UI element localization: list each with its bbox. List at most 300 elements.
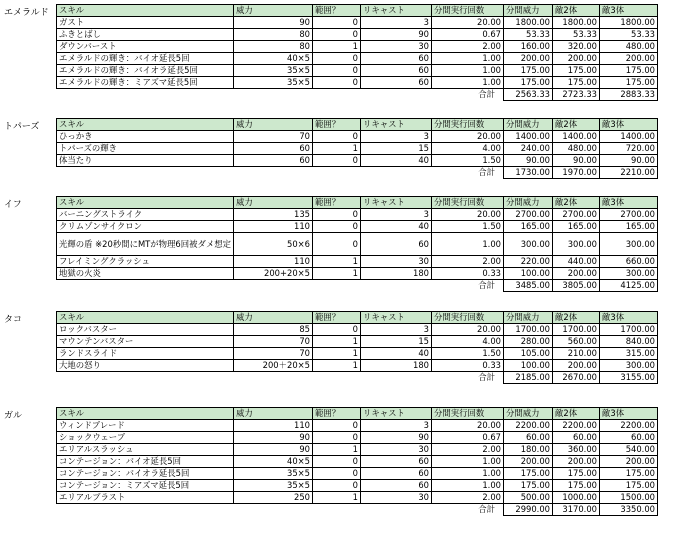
empty-cell [361,280,432,292]
two-enemies-cell: 320.00 [553,41,600,53]
column-header: 威力 [234,119,313,131]
total-label: 合計 [478,89,495,100]
empty-cell [234,89,313,101]
empty-cell [57,372,234,384]
three-enemies-cell: 660.00 [600,256,658,268]
table-row [57,348,658,360]
uses-per-minute-cell: 1.00 [432,468,504,480]
power-cell: 110 [234,221,313,233]
section-title: イフ [4,200,22,210]
power-cell: 35×5 [234,468,313,480]
damage-per-minute-cell: 60.00 [504,432,553,444]
three-enemies-cell: 175.00 [600,468,658,480]
table-row [57,77,658,89]
recast-cell: 40 [361,221,432,233]
power-cell: 85 [234,324,313,336]
damage-per-minute-cell: 100.00 [504,360,553,372]
skill-name-cell: ひっかき [57,131,234,143]
recast-cell: 60 [361,456,432,468]
three-enemies-cell: 1500.00 [600,492,658,504]
column-header: 威力 [234,197,313,209]
skill-name-cell: ランドスライド [57,348,234,360]
uses-per-minute-cell: 1.00 [432,456,504,468]
skill-name-cell: エリアルブラスト [57,492,234,504]
two-enemies-cell: 175.00 [553,468,600,480]
range-cell: 1 [313,348,361,360]
table-row [57,360,658,372]
damage-per-minute-cell: 1400.00 [504,131,553,143]
two-enemies-cell: 2200.00 [553,420,600,432]
empty-cell [361,167,432,179]
column-header: 敵3体 [600,119,658,131]
total-value: 2990.00 [504,504,553,516]
power-cell: 70 [234,131,313,143]
section-title: エメラルド [4,8,49,18]
power-cell: 60 [234,143,313,155]
range-cell: 0 [313,432,361,444]
skill-table [56,196,658,292]
power-cell: 40×5 [234,456,313,468]
uses-per-minute-cell: 2.00 [432,444,504,456]
uses-per-minute-cell: 2.00 [432,256,504,268]
three-enemies-cell: 200.00 [600,53,658,65]
header-row [57,408,658,420]
table-row [57,256,658,268]
damage-per-minute-cell: 240.00 [504,143,553,155]
skill-name-cell: ロックバスター [57,324,234,336]
damage-per-minute-cell: 53.33 [504,29,553,41]
table-row [57,468,658,480]
three-enemies-cell: 165.00 [600,221,658,233]
range-cell: 0 [313,53,361,65]
skill-name-cell: ショックウェーブ [57,432,234,444]
two-enemies-cell: 200.00 [553,360,600,372]
header-row [57,119,658,131]
uses-per-minute-cell: 1.00 [432,480,504,492]
range-cell: 0 [313,65,361,77]
skill-name-cell: コンテージョン：バイオラ延長5回 [57,468,234,480]
skill-name-cell: ガスト [57,17,234,29]
total-row [57,280,658,292]
three-enemies-cell: 2200.00 [600,420,658,432]
three-enemies-cell: 175.00 [600,77,658,89]
total-value: 2185.00 [504,372,553,384]
total-value: 3805.00 [553,280,600,292]
two-enemies-cell: 200.00 [553,268,600,280]
total-label: 合計 [478,167,495,178]
column-header: 敵3体 [600,312,658,324]
damage-per-minute-cell: 175.00 [504,468,553,480]
uses-per-minute-cell: 1.50 [432,221,504,233]
column-header: スキル [57,312,234,324]
recast-cell: 60 [361,65,432,77]
column-header: スキル [57,5,234,17]
total-value: 3170.00 [553,504,600,516]
column-header: 分間実行回数 [432,312,504,324]
recast-cell: 30 [361,444,432,456]
recast-cell: 3 [361,131,432,143]
three-enemies-cell: 60.00 [600,432,658,444]
two-enemies-cell: 175.00 [553,77,600,89]
total-row [57,504,658,516]
power-cell: 80 [234,29,313,41]
column-header: リキャスト [361,119,432,131]
three-enemies-cell: 300.00 [600,360,658,372]
total-value: 1970.00 [553,167,600,179]
two-enemies-cell: 360.00 [553,444,600,456]
damage-per-minute-cell: 1700.00 [504,324,553,336]
empty-cell [361,504,432,516]
range-cell: 0 [313,17,361,29]
range-cell: 1 [313,256,361,268]
total-row [57,167,658,179]
damage-per-minute-cell: 300.00 [504,233,553,256]
uses-per-minute-cell: 0.67 [432,432,504,444]
range-cell: 1 [313,336,361,348]
three-enemies-cell: 175.00 [600,65,658,77]
damage-per-minute-cell: 1800.00 [504,17,553,29]
empty-cell [234,167,313,179]
empty-cell [313,504,361,516]
table-row [57,492,658,504]
two-enemies-cell: 1400.00 [553,131,600,143]
column-header: リキャスト [361,5,432,17]
three-enemies-cell: 1400.00 [600,131,658,143]
recast-cell: 3 [361,209,432,221]
column-header: 範囲？ [313,408,361,420]
column-header: 分間実行回数 [432,5,504,17]
table-row [57,456,658,468]
range-cell: 0 [313,456,361,468]
recast-cell: 60 [361,77,432,89]
skill-table [56,4,658,101]
column-header: リキャスト [361,197,432,209]
power-cell: 110 [234,256,313,268]
skill-name-cell: ウィンドブレード [57,420,234,432]
column-header: 敵3体 [600,197,658,209]
table-row [57,17,658,29]
column-header: リキャスト [361,408,432,420]
empty-cell [234,280,313,292]
column-header: 威力 [234,5,313,17]
empty-cell [57,280,234,292]
two-enemies-cell: 60.00 [553,432,600,444]
three-enemies-cell: 175.00 [600,480,658,492]
empty-cell [234,372,313,384]
uses-per-minute-cell: 1.00 [432,53,504,65]
damage-per-minute-cell: 90.00 [504,155,553,167]
range-cell: 0 [313,221,361,233]
uses-per-minute-cell: 0.33 [432,360,504,372]
uses-per-minute-cell: 1.00 [432,65,504,77]
damage-per-minute-cell: 500.00 [504,492,553,504]
range-cell: 0 [313,468,361,480]
column-header: 分間実行回数 [432,119,504,131]
power-cell: 80 [234,41,313,53]
empty-cell [313,167,361,179]
recast-cell: 30 [361,41,432,53]
three-enemies-cell: 2700.00 [600,209,658,221]
total-value: 2883.33 [600,89,658,101]
empty-cell [361,89,432,101]
recast-cell: 30 [361,256,432,268]
total-value: 1730.00 [504,167,553,179]
skill-table [56,311,658,384]
skill-name-cell: エメラルドの輝き：バイオ延長5回 [57,53,234,65]
skill-name-cell: ダウンバースト [57,41,234,53]
uses-per-minute-cell: 20.00 [432,324,504,336]
empty-cell [57,167,234,179]
total-label: 合計 [478,372,495,383]
total-value: 4125.00 [600,280,658,292]
power-cell: 200+20×5 [234,268,313,280]
skill-name-cell: フレイミングクラッシュ [57,256,234,268]
power-cell: 35×5 [234,480,313,492]
table-row [57,444,658,456]
header-row [57,312,658,324]
range-cell: 0 [313,420,361,432]
damage-per-minute-cell: 175.00 [504,480,553,492]
power-cell: 50×6 [234,233,313,256]
damage-per-minute-cell: 160.00 [504,41,553,53]
table-row [57,155,658,167]
uses-per-minute-cell: 4.00 [432,336,504,348]
uses-per-minute-cell: 20.00 [432,209,504,221]
recast-cell: 3 [361,17,432,29]
two-enemies-cell: 175.00 [553,480,600,492]
skill-table [56,118,658,179]
uses-per-minute-cell: 20.00 [432,420,504,432]
column-header: 敵2体 [553,197,600,209]
range-cell: 0 [313,480,361,492]
column-header: リキャスト [361,312,432,324]
three-enemies-cell: 720.00 [600,143,658,155]
total-row [57,89,658,101]
uses-per-minute-cell: 1.00 [432,233,504,256]
empty-cell [234,504,313,516]
power-cell: 35×5 [234,77,313,89]
skill-name-cell: コンテージョン：ミアズマ延長5回 [57,480,234,492]
two-enemies-cell: 1800.00 [553,17,600,29]
table-row [57,480,658,492]
table-row [57,324,658,336]
recast-cell: 3 [361,324,432,336]
empty-cell [313,89,361,101]
total-value: 2563.33 [504,89,553,101]
range-cell: 0 [313,209,361,221]
recast-cell: 90 [361,29,432,41]
two-enemies-cell: 440.00 [553,256,600,268]
skill-name-cell: クリムゾンサイクロン [57,221,234,233]
column-header: 敵2体 [553,119,600,131]
two-enemies-cell: 53.33 [553,29,600,41]
empty-cell [313,280,361,292]
range-cell: 1 [313,268,361,280]
column-header: 威力 [234,312,313,324]
two-enemies-cell: 175.00 [553,65,600,77]
power-cell: 135 [234,209,313,221]
damage-per-minute-cell: 200.00 [504,456,553,468]
power-cell: 40×5 [234,53,313,65]
two-enemies-cell: 165.00 [553,221,600,233]
damage-per-minute-cell: 2200.00 [504,420,553,432]
two-enemies-cell: 1700.00 [553,324,600,336]
table-row [57,143,658,155]
range-cell: 0 [313,77,361,89]
power-cell: 35×5 [234,65,313,77]
column-header: スキル [57,408,234,420]
column-header: 敵2体 [553,5,600,17]
total-value: 3485.00 [504,280,553,292]
three-enemies-cell: 1800.00 [600,17,658,29]
damage-per-minute-cell: 175.00 [504,65,553,77]
uses-per-minute-cell: 2.00 [432,492,504,504]
table-row [57,420,658,432]
skill-name-cell: 光輝の盾 ※20秒間にMTが物理6回被ダメ想定 [57,233,234,256]
table-row [57,41,658,53]
recast-cell: 15 [361,143,432,155]
recast-cell: 15 [361,336,432,348]
three-enemies-cell: 300.00 [600,233,658,256]
column-header: 分間威力 [504,312,553,324]
empty-cell [57,504,234,516]
skill-name-cell: バーニングストライク [57,209,234,221]
recast-cell: 40 [361,348,432,360]
damage-per-minute-cell: 175.00 [504,77,553,89]
recast-cell: 60 [361,233,432,256]
range-cell: 0 [313,324,361,336]
total-row [57,372,658,384]
three-enemies-cell: 200.00 [600,456,658,468]
skill-table [56,407,658,516]
three-enemies-cell: 480.00 [600,41,658,53]
section-title: ガル [4,411,23,421]
range-cell: 0 [313,155,361,167]
uses-per-minute-cell: 20.00 [432,17,504,29]
uses-per-minute-cell: 1.00 [432,77,504,89]
column-header: 分間威力 [504,5,553,17]
range-cell: 1 [313,492,361,504]
power-cell: 90 [234,432,313,444]
recast-cell: 30 [361,492,432,504]
column-header: 分間威力 [504,197,553,209]
header-row [57,197,658,209]
two-enemies-cell: 90.00 [553,155,600,167]
three-enemies-cell: 1700.00 [600,324,658,336]
column-header: スキル [57,119,234,131]
skill-name-cell: マウンテンバスター [57,336,234,348]
table-row [57,53,658,65]
power-cell: 70 [234,348,313,360]
skill-name-cell: 地獄の火炎 [57,268,234,280]
uses-per-minute-cell: 4.00 [432,143,504,155]
column-header: 威力 [234,408,313,420]
skill-name-cell: エメラルドの輝き：ミアズマ延長5回 [57,77,234,89]
total-value: 2670.00 [553,372,600,384]
three-enemies-cell: 90.00 [600,155,658,167]
table-row [57,131,658,143]
total-value: 3155.00 [600,372,658,384]
uses-per-minute-cell: 20.00 [432,131,504,143]
recast-cell: 60 [361,480,432,492]
power-cell: 90 [234,17,313,29]
three-enemies-cell: 840.00 [600,336,658,348]
column-header: 範囲？ [313,119,361,131]
column-header: 分間威力 [504,119,553,131]
table-row [57,432,658,444]
two-enemies-cell: 1000.00 [553,492,600,504]
power-cell: 60 [234,155,313,167]
skill-name-cell: コンテージョン：バイオ延長5回 [57,456,234,468]
total-label: 合計 [478,280,495,291]
two-enemies-cell: 210.00 [553,348,600,360]
range-cell: 1 [313,444,361,456]
three-enemies-cell: 300.00 [600,268,658,280]
two-enemies-cell: 2700.00 [553,209,600,221]
column-header: 敵3体 [600,408,658,420]
column-header: 分間威力 [504,408,553,420]
damage-per-minute-cell: 200.00 [504,53,553,65]
two-enemies-cell: 560.00 [553,336,600,348]
table-row [57,221,658,233]
two-enemies-cell: 300.00 [553,233,600,256]
header-row [57,5,658,17]
power-cell: 90 [234,444,313,456]
three-enemies-cell: 540.00 [600,444,658,456]
recast-cell: 3 [361,420,432,432]
section-title: タコ [4,315,23,325]
damage-per-minute-cell: 2700.00 [504,209,553,221]
column-header: 敵2体 [553,312,600,324]
uses-per-minute-cell: 1.50 [432,348,504,360]
range-cell: 1 [313,143,361,155]
table-row [57,233,658,256]
column-header: 分間実行回数 [432,197,504,209]
recast-cell: 90 [361,432,432,444]
damage-per-minute-cell: 165.00 [504,221,553,233]
column-header: 敵3体 [600,5,658,17]
three-enemies-cell: 315.00 [600,348,658,360]
total-value: 3350.00 [600,504,658,516]
column-header: 分間実行回数 [432,408,504,420]
column-header: 範囲？ [313,5,361,17]
uses-per-minute-cell: 0.33 [432,268,504,280]
skill-name-cell: 体当たり [57,155,234,167]
recast-cell: 180 [361,268,432,280]
empty-cell [313,372,361,384]
total-label: 合計 [478,504,495,515]
column-header: 敵2体 [553,408,600,420]
skill-name-cell: ふきとばし [57,29,234,41]
damage-per-minute-cell: 220.00 [504,256,553,268]
skill-name-cell: エリアルスラッシュ [57,444,234,456]
damage-per-minute-cell: 105.00 [504,348,553,360]
damage-per-minute-cell: 180.00 [504,444,553,456]
table-row [57,65,658,77]
three-enemies-cell: 53.33 [600,29,658,41]
total-value: 2210.00 [600,167,658,179]
table-row [57,268,658,280]
skill-name-cell: トパーズの輝き [57,143,234,155]
range-cell: 0 [313,29,361,41]
power-cell: 200＋20×5 [234,360,313,372]
damage-per-minute-cell: 100.00 [504,268,553,280]
uses-per-minute-cell: 1.50 [432,155,504,167]
section-title: トパーズ [4,122,40,132]
two-enemies-cell: 200.00 [553,456,600,468]
power-cell: 70 [234,336,313,348]
two-enemies-cell: 480.00 [553,143,600,155]
